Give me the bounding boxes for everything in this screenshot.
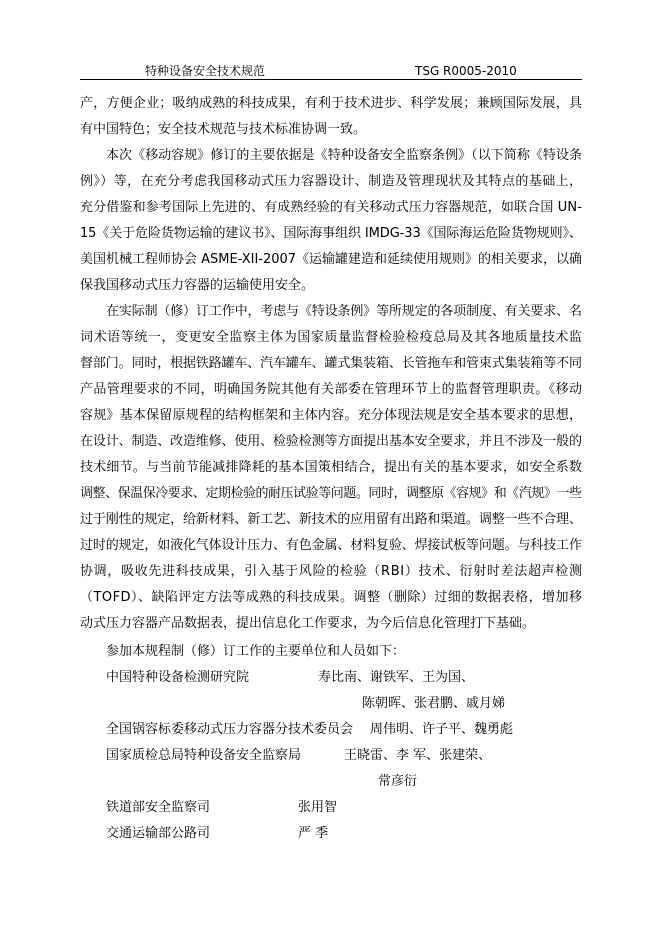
- paragraph-3-line-2: 词术语等统一，变更安全监察主体为国家质量监督检验检疫总局及其各地质量技术监: [80, 330, 583, 345]
- paragraph-1-line-2: 有中国特色；安全技术规范与技术标准协调一致。: [80, 122, 367, 137]
- paragraph-3: [0, 299, 662, 637]
- paragraph-2-line-3: 充分借鉴和参考国际上先进的、有成熟经验的有关移动式压力容器规范，如联合国 UN-: [80, 200, 583, 215]
- participant-entry: [0, 717, 662, 743]
- participants-intro: 参加本规程制（修）订工作的主要单位和人员如下：: [106, 644, 406, 659]
- participant-names: 王晓雷、李 军、张建荣、: [344, 748, 492, 763]
- participant-unit: 国家质检总局特种设备安全监察局: [106, 748, 302, 763]
- participants-section: [0, 639, 662, 847]
- paragraph-2-line-6: 保我国移动式压力容器的运输使用安全。: [80, 278, 315, 293]
- paragraph-3-line-4: 产品管理要求的不同，明确国务院其他有关部委在管理环节上的监督管理职责。《移动: [80, 382, 583, 397]
- paragraph-2-line-1: 本次《移动容规》修订的主要依据是《特种设备安全监察条例》（以下简称《特设条: [106, 148, 583, 163]
- paragraph-3-line-7: 技术细节。与当前节能减排降耗的基本国策相结合，提出有关的基本要求，如安全系数: [80, 460, 583, 475]
- page-body: [0, 91, 662, 847]
- participant-names: 常彦衍: [378, 774, 418, 789]
- paragraph-3-line-11: 协调，吸收先进科技成果，引入基于风险的检验（RBI）技术、衍射时差法超声检测: [80, 564, 583, 579]
- participant-entry: [0, 795, 662, 821]
- paragraph-3-line-13: 动式压力容器产品数据表，提出信息化工作要求，为今后信息化管理打下基础。: [80, 616, 536, 631]
- paragraph-3-line-1: 在实际制（修）订工作中，考虑与《特设条例》等所规定的各项制度、有关要求、名: [106, 304, 582, 319]
- paragraph-3-line-5: 容规》基本保留原规程的结构框架和主体内容。充分体现法规是安全基本要求的思想，: [80, 408, 583, 423]
- participant-unit: 铁道部安全监察司: [106, 800, 211, 815]
- participant-names: 寿比南、谢铁军、王为国、: [318, 670, 475, 685]
- paragraph-3-line-6: 在设计、制造、改造维修、使用、检验检测等方面提出基本安全要求，并且不涉及一般的: [80, 434, 582, 449]
- participant-entry-continued: [0, 691, 662, 717]
- paragraph-1: [0, 91, 662, 143]
- participant-entry: [0, 743, 662, 769]
- paragraph-3-line-12: （TOFD）、缺陷评定方法等成熟的科技成果。调整（删除）过细的数据表格，增加移: [80, 590, 583, 605]
- participant-entry: [0, 821, 662, 847]
- participant-entry: [0, 665, 662, 691]
- paragraph-3-line-3: 督部门。同时，根据铁路罐车、汽车罐车、罐式集装箱、长管拖车和管束式集装箱等不同: [80, 356, 582, 371]
- participant-names: 周伟明、许子平、魏勇彪: [370, 722, 514, 737]
- running-header-code: TSG R0005-2010: [415, 64, 517, 78]
- paragraph-3-line-10: 过时的规定，如液化气体设计压力、有色金属、材料复验、焊接试板等问题。与科技工作: [80, 538, 582, 553]
- running-header-title: 特种设备安全技术规范: [145, 64, 266, 78]
- paragraph-3-line-9: 过于刚性的规定，给新材料、新工艺、新技术的应用留有出路和渠道。调整一些不合理、: [80, 512, 582, 527]
- participant-names: 陈朝晖、张君鹏、戚月娣: [362, 696, 506, 711]
- participant-names: 严 季: [298, 826, 329, 841]
- paragraph-2-line-4: 15《关于危险货物运输的建议书》、国际海事组织 IMDG-33《国际海运危险货物规则》、: [80, 226, 582, 241]
- paragraph-2: [0, 143, 662, 299]
- participant-names: 张用智: [298, 800, 338, 815]
- participant-unit: 全国锅容标委移动式压力容器分技术委员会: [106, 722, 354, 737]
- paragraph-2-line-5: 美国机械工程师协会 ASME-XII-2007《运输罐建造和延续使用规则》的相关要求，以确: [80, 252, 582, 267]
- participant-unit: 交通运输部公路司: [106, 826, 211, 841]
- participant-entry-continued: [0, 769, 662, 795]
- paragraph-3-line-8: 调整、保温保冷要求、定期检验的耐压试验等问题。同时，调整原《容规》和《汽规》一些: [80, 486, 582, 501]
- paragraph-1-line-1: 产，方便企业；吸纳成熟的科技成果，有利于技术进步、科学发展；兼顾国际发展，具: [80, 96, 583, 111]
- header-rule: [80, 79, 582, 80]
- paragraph-2-line-2: 例》）等，在充分考虑我国移动式压力容器设计、制造及管理现状及其特点的基础上，: [80, 174, 583, 189]
- participant-unit: 中国特种设备检测研究院: [106, 670, 250, 685]
